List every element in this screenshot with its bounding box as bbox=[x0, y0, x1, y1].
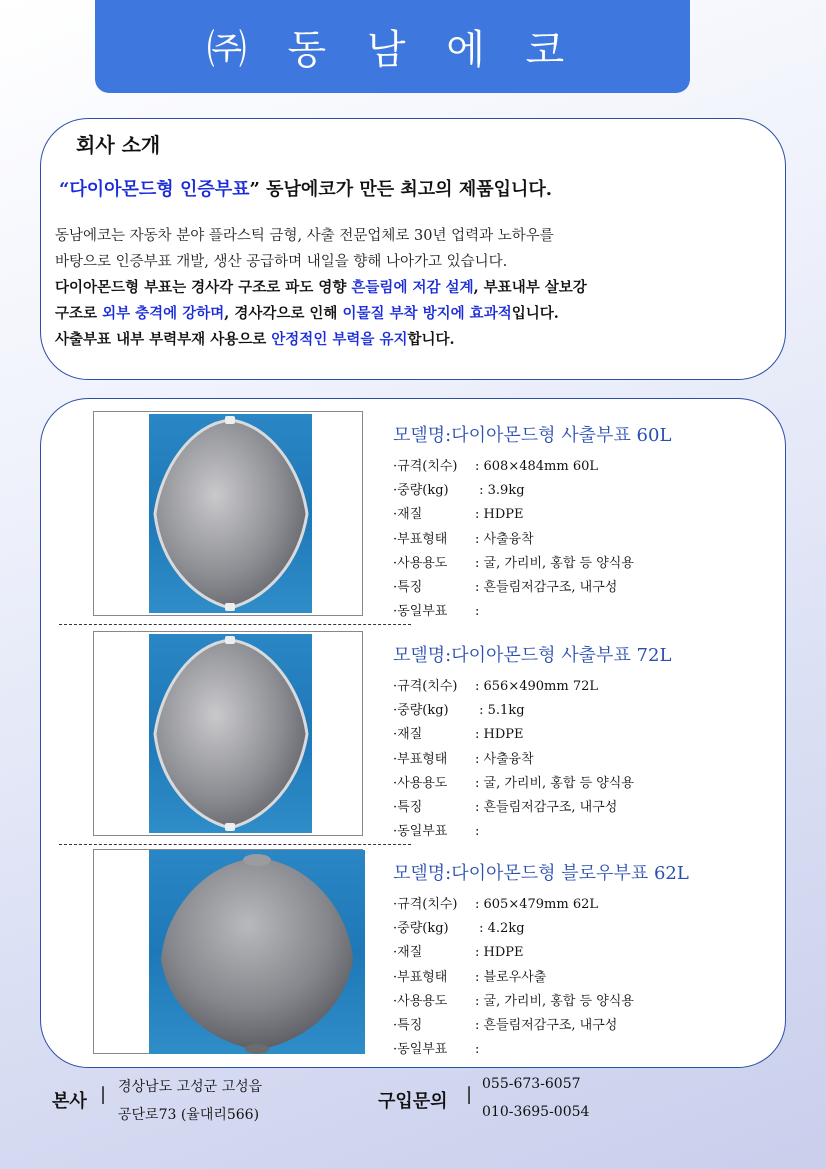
product-info bbox=[393, 641, 671, 844]
spec-line: ·규격(치수) : 605×479mm 62L bbox=[393, 897, 598, 912]
spec-line: ·특징 : 흔들림저감구조, 내구성 bbox=[393, 1018, 618, 1034]
tagline-open-quote: “ bbox=[59, 179, 70, 200]
buoy-image bbox=[149, 414, 312, 613]
intro-tagline bbox=[59, 175, 552, 201]
products-box bbox=[40, 398, 786, 1068]
spec-line: ·사용용도 : 굴, 가리비, 홍합 등 양식용 bbox=[393, 775, 634, 791]
tagline-rest: 동남에코가 만든 최고의 제품입니다. bbox=[259, 179, 553, 200]
tagline-close-quote: ” bbox=[249, 179, 260, 200]
title-banner bbox=[95, 0, 690, 93]
model-name: 모델명:다이아몬드형 사출부표 60L bbox=[393, 425, 672, 446]
spec-line: ·규격(치수) : 608×484mm 60L bbox=[393, 459, 598, 474]
intro-line-1: 동남에코는 자동차 분야 플라스틱 금형, 사출 전문업체로 30년 업력과 노하우를 bbox=[55, 228, 554, 244]
intro-line-3a: 다이아몬드형 부표는 경사각 구조로 파도 영향 bbox=[55, 279, 352, 296]
company-title: ㈜ 동 남 에 코 bbox=[206, 27, 579, 73]
buoy-photo bbox=[149, 414, 312, 613]
spec-line: ·재질 : HDPE bbox=[393, 945, 524, 961]
intro-line-5c: 합니다. bbox=[407, 331, 455, 348]
footer bbox=[0, 1072, 826, 1142]
spec-line: ·특징 : 흔들림저감구조, 내구성 bbox=[393, 800, 618, 816]
spec-line: ·중량(kg) : 5.1kg bbox=[393, 703, 525, 719]
intro-line-3c: , 부표내부 살보강 bbox=[473, 279, 587, 296]
spec-line: ·부표형태 : 블로우사출 bbox=[393, 969, 547, 985]
product-photo-frame bbox=[93, 849, 363, 1054]
buoy-photo bbox=[149, 634, 312, 833]
spec-line: ·동일부표 : bbox=[393, 824, 480, 840]
intro-line-3 bbox=[55, 275, 770, 301]
spec-line: ·중량(kg) : 3.9kg bbox=[393, 483, 525, 499]
phone-2: 010-3695-0054 bbox=[482, 1104, 590, 1120]
spec-line: ·재질 : HDPE bbox=[393, 507, 524, 523]
footer-separator: | bbox=[100, 1084, 107, 1105]
intro-line-5a: 사출부표 내부 부력부재 사용으로 bbox=[55, 331, 272, 348]
spec-line: ·특징 : 흔들림저감구조, 내구성 bbox=[393, 580, 618, 596]
spec-line: ·사용용도 : 굴, 가리비, 홍합 등 양식용 bbox=[393, 555, 634, 571]
spec-line: ·동일부표 : bbox=[393, 1042, 480, 1058]
spec-line: ·사용용도 : 굴, 가리비, 홍합 등 양식용 bbox=[393, 993, 634, 1009]
product-info bbox=[393, 859, 689, 1062]
model-name: 모델명:다이아몬드형 사출부표 72L bbox=[393, 645, 672, 666]
intro-line-5 bbox=[55, 327, 770, 353]
dashed-divider bbox=[59, 624, 411, 625]
intro-line-4 bbox=[55, 301, 770, 327]
spec-line: ·규격(치수) : 656×490mm 72L bbox=[393, 679, 598, 694]
intro-heading: 회사 소개 bbox=[76, 133, 161, 157]
spec-line: ·재질 : HDPE bbox=[393, 727, 524, 743]
spec-line: ·중량(kg) : 4.2kg bbox=[393, 921, 525, 937]
product-info bbox=[393, 421, 671, 624]
footer-separator: | bbox=[466, 1084, 473, 1105]
intro-line-3b: 흔들림에 저감 설계 bbox=[351, 279, 474, 296]
intro-line-4d: 이물질 부착 방지에 효과적 bbox=[342, 305, 512, 322]
buoy-photo bbox=[149, 850, 365, 1054]
hq-label: 본사 bbox=[52, 1091, 87, 1112]
spec-line: ·부표형태 : 사출융착 bbox=[393, 751, 534, 767]
product-photo-frame bbox=[93, 631, 363, 836]
buoy-image bbox=[149, 634, 312, 833]
product-photo-frame bbox=[93, 411, 363, 616]
intro-line-4e: 입니다. bbox=[511, 305, 559, 322]
intro-line-5b: 안정적인 부력을 유지 bbox=[271, 331, 408, 348]
hq-address-2: 공단로73 (율대리566) bbox=[118, 1107, 260, 1123]
hq-address-1: 경상남도 고성군 고성읍 bbox=[118, 1079, 263, 1095]
model-name: 모델명:다이아몬드형 블로우부표 62L bbox=[393, 863, 689, 884]
intro-box bbox=[40, 118, 786, 380]
intro-line-4c: , 경사각으로 인해 bbox=[224, 305, 343, 322]
intro-line-4b: 외부 충격에 강하며 bbox=[102, 305, 225, 322]
buoy-image bbox=[149, 850, 365, 1054]
intro-line-4a: 구조로 bbox=[55, 305, 103, 322]
spec-line: ·동일부표 : bbox=[393, 604, 480, 620]
spec-line: ·부표형태 : 사출융착 bbox=[393, 531, 534, 547]
phone-1: 055-673-6057 bbox=[482, 1076, 581, 1092]
tagline-highlight: 다이아몬드형 인증부표 bbox=[69, 179, 250, 200]
inquiry-label: 구입문의 bbox=[378, 1091, 448, 1112]
intro-body bbox=[55, 223, 770, 353]
intro-line-2: 바탕으로 인증부표 개발, 생산 공급하며 내일을 향해 나아가고 있습니다. bbox=[55, 254, 508, 270]
dashed-divider bbox=[59, 844, 411, 845]
